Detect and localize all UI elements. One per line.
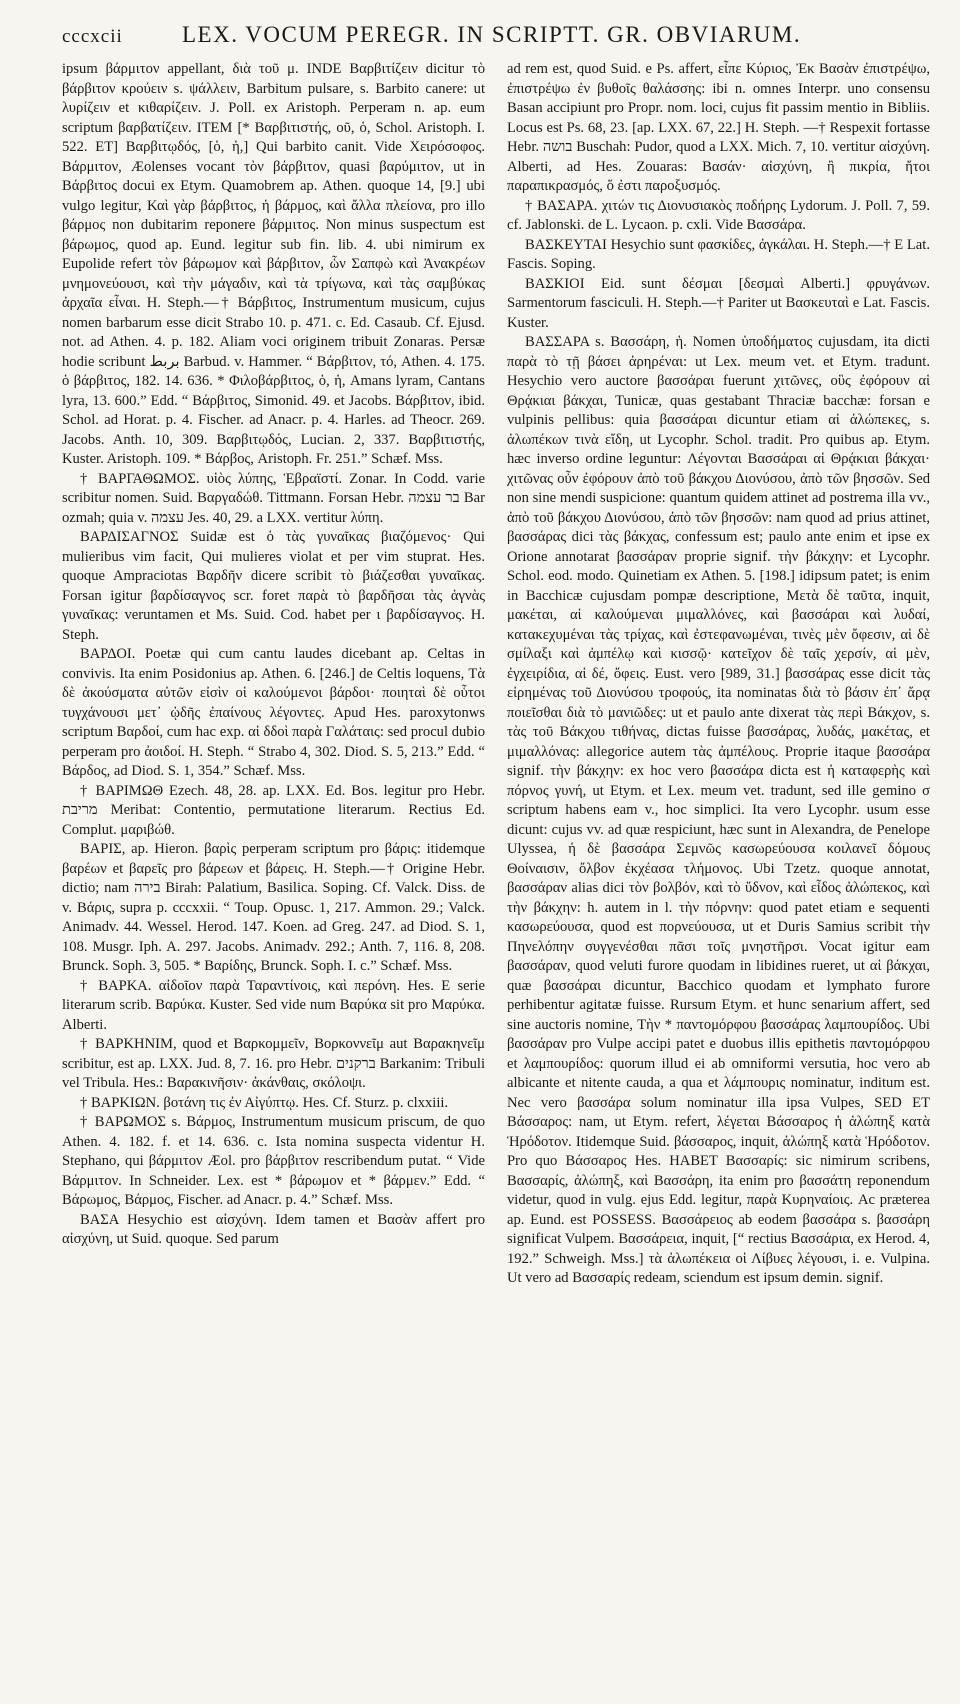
entry-paragraph: † ΒΑΡΙΜΩΘ Ezech. 48, 28. ap. LXX. Ed. Bos. legitur pro Hebr. מריבת Meribat: Contentio, permutatione literarum. Rectius Ed. Complut. μαριβώθ. (62, 782, 485, 838)
entry-paragraph: ad rem est, quod Suid. e Ps. affert, εἶπε Κύριος, Ἐκ Βασὰν ἐπιστρέψω, ἐπιστρέψω ἐν βυθοῖς θαλάσσης: ibi n. omnes Interpr. uno consensu Basan accipiunt pro Propr. nom. loci, cujus fit passim mentio in Bibliis. Locus est Ps. 68, 23. [ap. LXX. 67, 22.] H. Steph. —† Respexit fortasse Hebr. בושה Buschah: Pudor, quod a LXX. Mich. 7, 10. vertitur αἰσχύνη. Alberti, ad Hes. Zouaras: Βασάν· αἰσχύνη, ἢ πικρία, ἤτοι παραπικρασμός, ὅ ἐστι παροξυσμός. (507, 61, 931, 194)
entry-paragraph: ipsum βάρμιτον appellant, διὰ τοῦ μ. INDE Βαρβιτίζειν dicitur τὸ βάρβιτον κρούειν s. ψάλλειν, Barbitum pulsare, s. Barbito canere: ut λυρίζειν et κιθαρίζειν. J. Poll. ex Aristoph. Perperam n. ap. eum scriptum βαρβατίζειν. ITEM [* Βαρβιτιστής, οῦ, ὁ, Schol. Aristoph. I. 522. ET] Βαρβιτῳδός, [ὁ, ἡ,] Qui barbito canit. Vide Χειρόσοφος. Βάρμιτον, Æolenses vocant τὸν βάρβιτον, quasi βαρύμιτον, ut in Βάρβιτος docui ex Etym. Quamobrem ap. Athen. quoque 14, [9.] ubi vulgo legitur, Καὶ γὰρ βάρβιτος, ἡ βάρμος, καὶ ἄλλα πλείονα, pro illo βάρμος non dubitarim reponere βάρμιτος. Non minus suspectum est βάρωμος, quod ap. Eund. legitur sub fin. lib. 4. ubi nimirum ex Eupolide refert τὸν βάρωμον καὶ βάρβιτον, ὧν Σαπφὼ καὶ Ἀνακρέων μνημονεύουσι, καὶ τὴν μάγαδιν, καὶ τὰ τρίγωνα, καὶ τὰς σαμβύκας ἀρχαῖα εἶναι. H. Steph.—† Βάρβιτος, Instrumentum musicum, cujus nomen barbarum esse dicit Strabo 10. p. 471. c. Ed. Casaub. Cf. Ejusd. not. ad Athen. 4. p. 182. Aliam voci originem tribuit Zonaras. Persæ hodie scribunt بربط Barbud. v. Hammer. “ Βάρβιτον, τό, Athen. 4. 175. ὁ βάρβιτος, 182. 14. 636. * Φιλοβάρβιτος, ὁ, ἡ, Amans lyram, Cantans lyra, 13. 600.” Edd. “ Βάρβιτος, Simonid. 49. et Jacobs. Βάρβιτον, ibid. Schol. ad Horat. p. 4. Fischer. ad Anacr. p. 4. Harles. ad Theocr. 269. Jacobs. Anth. 10, 309. Βαρβιτῳδός, Lucian. 2, 337. Βαρβιτιστής, Kuster. Aristoph. 109. * Βάρβος, Aristoph. Fr. 251.” Schæf. Mss. (62, 61, 485, 467)
entry-paragraph: † ΒΑΡΩΜΟΣ s. Βάρμος, Instrumentum musicum priscum, de quo Athen. 4. 182. f. et 14. 636. c. Ista nomina suspecta videntur H. Stephano, qui βάρμιτον Æol. pro βάρβιτον rescribendum putat. “ Vide Βάρμιτον. In Schneider. Lex. est * βάρωμον et * βάρμεν.” Edd. “ Βάρωμος, Βάρμος, Fischer. ad Anacr. p. 4.” Schæf. Mss. (62, 1114, 485, 1208)
entry-paragraph: † ΒΑΡΚΙΩΝ. βοτάνη τις ἐν Αἰγύπτῳ. Hes. Cf. Sturz. p. clxxiii. (80, 1094, 449, 1111)
entry-paragraph: ΒΑΣΚΙΟΙ Eid. sunt δέσμαι [δεσμαὶ Alberti.] φρυγάνων. Sarmentorum fasciculi. H. Steph.—† Pariter ut Βασκευταὶ e Lat. Fascis. Kuster. (507, 275, 930, 331)
entry-paragraph: ΒΑΡΙΣ, ap. Hieron. βαρὶς perperam scriptum pro βάρις: itidemque βαρέων et βαρεῖς pro βάρεων et βάρεις. H. Steph.—† Origine Hebr. dictio; nam בירה Birah: Palatium, Basilica. Soping. Cf. Valck. Diss. de v. Βάρις, supra p. cccxxii. “ Toup. Opusc. 1, 217. Ammon. 29.; Valck. Animadv. 44. Wessel. Herod. 147. Koen. ad Greg. 247. ad Diod. S. 1, 108. Musgr. Iph. A. 297. Jacobs. Animadv. 292.; Anth. 7, 116. 8, 208. Brunck. Soph. 3, 505. * Βαρίδης, Brunck. Soph. I. c.” Schæf. Mss. (62, 841, 485, 974)
entry-paragraph: ΒΑΣΑ Hesychio est αἰσχύνη. Idem tamen et Βασὰν affert pro αἰσχύνη, ut Suid. quoque. Sed parum (62, 1211, 485, 1247)
left-column (62, 60, 485, 1289)
right-column (507, 60, 930, 1289)
entry-paragraph: ΒΑΣΣΑΡΑ s. Βασσάρη, ἡ. Nomen ὑποδήματος cujusdam, ita dicti παρὰ τὸ τῇ βάσει ἀρηρέναι: ut Lex. meum vet. et Etym. tradunt. Hesychio vero auctore βασσάραι fuerunt χιτῶνες, οὓς ἐφόρουν αἱ Θρᾴκιαι βάκχαι, Tunicæ, quas gestabant Thraciæ bacchæ: forsan e vulpinis pellibus: quia βασσάραι dicuntur etiam αἱ ἀλώπεκες, s. ἀλωπέκων τινὰ εἴδη, ut Lycophr. Schol. tradit. Pro quibus ap. Etym. hæc inverso ordine leguntur: Λέγονται Βασσάραι αἱ Θρᾴκιαι βάκχαι· χιτῶνας οὖν ἐφόρουν ἀπὸ τοῦ βάκχου Διονύσου, ἀπὸ τῶν βησσῶν. Sed non sine mendi suspicione: quantum quidem attinet ad postrema illa vv., ἀπὸ τοῦ βάκχου Διονύσου, ἀπὸ τῶν βησσῶν: nam quod ad prius attinet, βασσάρας dici τὰς βάκχας, confessum est; paulo ante enim et ipse ex Orione annotarat βασσάραν proprie signif. τὴν βάκχην: et Lycophr. Schol. eod. modo. Quinetiam ex Athen. 5. [198.] idipsum patet; is enim in Bacchicæ cujusdam pompæ descriptione, Μετὰ δὲ ταῦτα, inquit, μακέται, αἱ καλούμεναι μιμαλλόνες, καὶ βασσάραι καὶ λυδαί, κατακεχυμέναι τὰς τρίχας, καὶ ἐστεφανωμέναι, τινὲς μὲν ὄφεσιν, αἱ δὲ σμίλαξι καὶ ἀμπέλῳ καὶ κισσῷ· κατεῖχον δὲ ταῖς χερσίν, αἱ μὲν, ἐγχειρίδια, αἱ δέ, ὄφεις. Eust. vero [989, 31.] βασσάρας esse dicit τὰς εἰρημένας τοῦ Διονύσου τροφούς, ita nominatas διὰ τὸ βάσιν ἐπ᾽ ἄρᾳ ποιεῖσθαι διὰ τὸ μανιῶδες: ut et paulo ante dixerat τὰς περὶ Βάκχον, s. τὰς τοῦ Βάκχου τιθήνας, dictas fuisse βασσάρας, λυδάς, μακέτας, et μιμαλλόνας: allegorice autem τὰς ἀμπέλους. Proprie itaque βασσάρα signif. τὴν βάκχην: ex hoc vero βασσάρα dicta est ἡ καταφερὴς καὶ πόρνος γυνή, ut Etym. et Lex. meum vet. tradunt, sed ille gemino σ scriptum habens eam v., hoc simplici. Ita vero Lycophr. usum esse dicunt: cujus vv. ad quæ respiciunt, hæc sunt in Alexandra, de Penelope Ulyssea, ἡ δὲ βασσάρα Σεμνῶς κασωρεύουσα κοιλανεῖ δόμους Θοίναισιν, ὄλβον ἐκχέασα τλήμονος. Ubi Tzetz. quoque annotat, βασσάραν alias dici τὸν βολβόν, καὶ τὸ ὕδνον, καὶ εἶδος ἀλώπεκος, καὶ τὴν βάκχην: h. autem in l. τὴν πόρνην: quod patet etiam e sequenti κασωρεύουσα, quod est πορνεύουσα, ut et Duris Samius scribit τὴν Πηνελόπην συγγενέσθαι πᾶσι τοῖς μνηστῆρσι. Vocat igitur eam βασσάραν, quod veluti furore quodam in libidines rueret, ut αἱ βάκχαι, quæ βασσάραι dicuntur, Bacchico quodam et lymphato furore perhibentur agitatæ fuisse. Rursum Etym. et hunc senarium affert, sed sine auctoris nomine, Τὴν * παντομόρφου βασσάρας λαμπουρίδος. Ubi βασσάραν pro Vulpe accipi patet e duobus illis epithetis παντομόρφου et λαμπουρίδος: quorum illud ei ab omniformi versutia, hoc vero ab albicante et nitente cauda, a qua et λάμπουρις nominatur, inditum est. Nec vero βασσάρα solum nominatur illa ipsa Vulpes, SED ET Βάσσαρος: nam, ut Etym. refert, λέγεται Βάσσαρος ἡ ἀλώπηξ κατὰ Ἡρόδοτον. Itidemque Suid. βάσσαρος, inquit, ἀλώπηξ κατὰ Ἡρόδοτον. Pro quo Βάσσαρος Hes. HABET Βασσαρίς: sic nimirum scribens, Βασσαρίς, ἀλώπηξ, καὶ Βασσάρη, ita enim pro βασσάτη reponendum videtur, quod in vulg. ejus Edd. legitur, παρὰ Κυρηναίοις. Ac præterea ap. Eund. est POSSESS. Βασσάρειος ab eodem βασσάρα s. βασσάρη significat Vulpem. Βασσάρεια, inquit, [“ rectius Βασσάρια, ex Herod. 4, 192.” Schweigh. Mss.] τὰ ἀλωπέκεια οἱ Λίβυες λέγουσι, i. e. Vulpina. Ut vero ad Βασσαρίς redeam, sciendum est ipsum demin. signif. (507, 334, 930, 1286)
entry-paragraph: ΒΑΣΚΕΥΤΑΙ Hesychio sunt φασκίδες, ἀγκάλαι. H. Steph.—† E Lat. Fascis. Soping. (507, 236, 930, 272)
entry-paragraph: † ΒΑΡΚΗΝΙΜ, quod et Βαρκομμεῖν, Βορκοννεῖμ aut Βαρακηνεῖμ scribitur, est ap. LXX. Jud. 8, 7. 16. pro Hebr. ברקנים Barkanim: Tribuli vel Tribula. Hes.: Βαρακινῆσιν· ἀκάνθαις, σκόλοψι. (62, 1036, 485, 1091)
entry-paragraph: † ΒΑΡΓΑΘΩΜΟΣ. υἱὸς λύπης, Ἑβραϊστί. Zonar. In Codd. varie scribitur nomen. Suid. Βαργαδώθ. Tittmann. Forsan Hebr. בר עצמה Bar ozmah; quia v. עצמה Jes. 40, 29. a LXX. vertitur λύπη. (62, 470, 485, 526)
two-column-body (62, 60, 930, 1289)
entry-paragraph: ΒΑΡΔΟΙ. Poetæ qui cum cantu laudes dicebant ap. Celtas in convivis. Ita enim Posidonius ap. Athen. 6. [246.] de Celtis loquens, Τὰ δὲ ἀκούσματα αὐτῶν εἰσὶν οἱ καλούμενοι βάρδοι· ποιηταὶ δὲ οὗτοι τυγχάνουσι μετ᾽ ᾠδῆς ἐπαίνους λέγοντες. Apud Hes. paroxytonws scriptum Βαρδοί, cum hac exp. αἱ δδοὶ παρὰ Γαλάταις: sed procul dubio perperam pro ἀοιδοί. H. Steph. “ Strabo 4, 302. Diod. S. 5, 213.” Edd. “ Βάρδος, ad Diod. S. 1, 354.” Schæf. Mss. (62, 646, 485, 779)
entry-paragraph: † ΒΑΡΚΑ. αἰδοῖον παρὰ Ταραντίνοις, καὶ περόνη. Hes. E serie literarum scrib. Βαρύκα. Kuster. Sed vide num Βαρύκα sit pro Μαρύκα. Alberti. (62, 977, 485, 1033)
page-number: cccxcii (62, 26, 123, 47)
entry-paragraph: ΒΑΡΔΙΣΑΓΝΟΣ Suidæ est ὁ τὰς γυναῖκας βιαζόμενος· Qui mulieribus vim facit, Qui mulieres violat et per vim stuprat. Hes. quoque Ampraciotas Βαρδῆν dicere scribit τὸ βιάζεσθαι γυναῖκας. Forsan igitur βαρδίσαγνος scr. foret παρὰ τὸ βαρδῆσαι τὰς ἁγνὰς γυναῖκας: veruntamen et Ms. Suid. Cod. habet per ι βαρδίσαγνος. H. Steph. (62, 529, 485, 643)
entry-paragraph: † ΒΑΣΑΡΑ. χιτών τις Διονυσιακὸς ποδήρης Lydorum. J. Poll. 7, 59. cf. Jablonski. de L. Lycaon. p. cxli. Vide Βασσάρα. (507, 197, 930, 233)
page-header (62, 22, 930, 60)
running-title: LEX. VOCUM PEREGR. IN SCRIPTT. GR. OBVIARUM. (182, 22, 802, 47)
